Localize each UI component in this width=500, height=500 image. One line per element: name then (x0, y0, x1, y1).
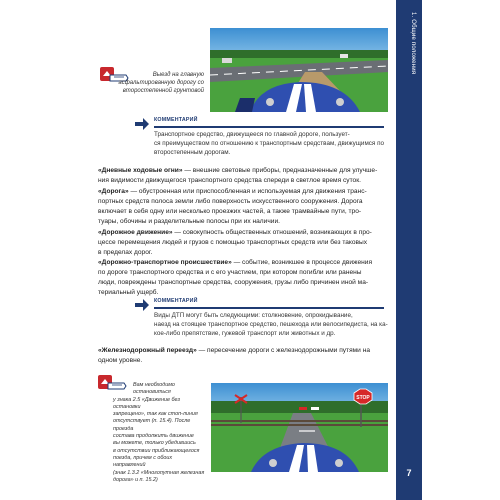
illustration-main-road (210, 28, 388, 112)
comment-pointer-icon (134, 297, 150, 313)
definition-railway-crossing: «Железнодорожный переезд» — пересечение дороги с железнодорожными путями на одном уровне. (98, 347, 371, 364)
comment-divider (154, 126, 384, 128)
side-strip (396, 0, 422, 500)
section-title: 1. Общие положения (410, 12, 416, 75)
page-number: 7 (406, 468, 412, 478)
definition-accident: «Дорожно-транспортное происшествие» — событие, возникшее в процессе движения по дороге транспортного средства и с его участием, при котором погибли или ранены люди, повреждены транспортные средства, сооружения, грузы либо причинен иной ма- териальный ущерб. (98, 259, 373, 296)
comment-block-2 (134, 298, 388, 338)
comment-text: Транспортное средство, движущееся по главной дороге, пользует- ся преимуществом по отношению к транспортным средствам, движущимся по второстепенным дорогам. (154, 131, 384, 156)
comment-heading: КОММЕНТАРИЙ (154, 298, 198, 304)
definition-daytime-lights: «Дневные ходовые огни» — внешние световые приборы, предназначенные для улучше- ния видимости движущегося транспортного средства спереди в светлое время суток. (98, 167, 378, 184)
comment-block-1 (134, 117, 384, 157)
caption-main-road: Выезд на главную асфальтированную дорогу со второстепенной грунтовой (118, 72, 204, 94)
comment-heading: КОММЕНТАРИЙ (154, 117, 198, 123)
illustration-railway-crossing (211, 383, 388, 472)
definition-road-traffic: «Дорожное движение» — совокупность общественных отношений, возникающих в про- цессе перемещения людей и грузов с помощью транспортных средств или без таковых в пределах дорог. (98, 229, 372, 256)
definition-road: «Дорога» — обустроенная или приспособленная и используемая для движения транс- портных средств полоса земли либо поверхность искусственного сооружения. Дорога включает в себя одну или несколько проезжих частей, а также трамвайные пути, тро- туары, обочины и разделительные полосы при их наличии. (98, 188, 367, 225)
comment-divider (154, 307, 384, 309)
caption-railway-stop: Вам необходимо остановиться у знака 2.5 «Движение без остановки запрещено», так как стоп-линия отсутствует (п. 15.4). После проезда состава продолжить движение вы можете, только убедившись в отсутствии приближающегося поезда, причем с обоих направлений (знак 1.3.2 «Многопутная железная дорога» и п. 15.2) (113, 382, 205, 483)
comment-text: Виды ДТП могут быть следующими: столкновение, опрокидывание, наезд на стоящее транспортное средство, пешехода или велосипедиста, на ка- кое-либо препятствие, гужевой транспорт или животных и др. (154, 312, 388, 337)
comment-pointer-icon (134, 116, 150, 132)
stop-sign-label: STOP (356, 395, 370, 401)
